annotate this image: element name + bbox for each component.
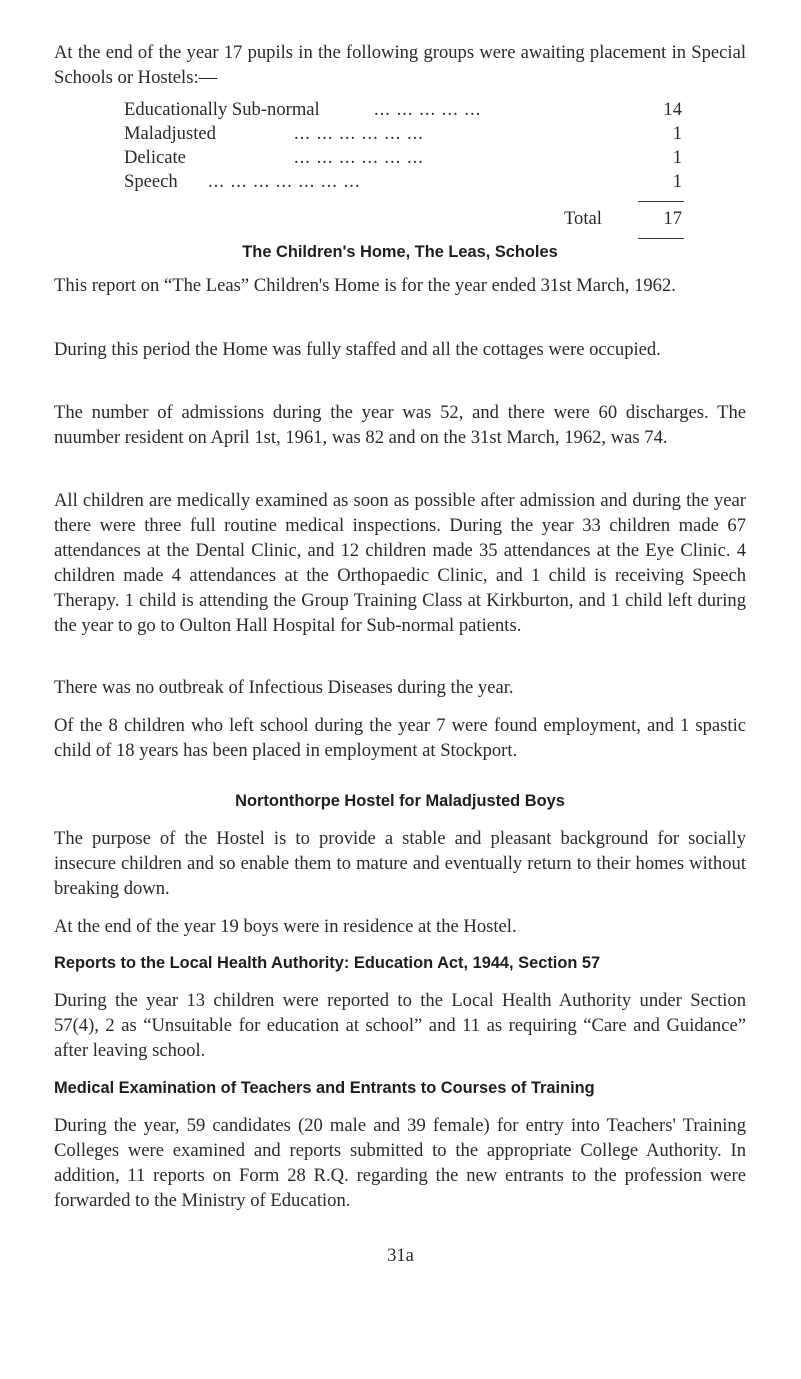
paragraph: At the end of the year 19 boys were in residence at the Hostel. [54, 916, 517, 937]
paragraph: The number of admissions during the year was 52, and there were 60 discharges. The nuumber resident on April 1st, 1961, was 82 and on the 31st March, 1962, was 74. [54, 402, 746, 448]
paragraph: During this period the Home was fully staffed and all the cottages were occupied. [54, 339, 661, 360]
row-leader-dots: ... ... ... ... ... ... [294, 147, 424, 168]
row-leader-dots: ... ... ... ... ... [374, 99, 482, 120]
row-label: Speech [124, 171, 178, 192]
total-value: 17 [663, 208, 682, 229]
section-heading-childrens-home: The Children's Home, The Leas, Scholes [242, 243, 558, 261]
row-leader-dots: ... ... ... ... ... ... [294, 123, 424, 144]
paragraph: Of the 8 children who left school during the year 7 were found employment, and 1 spastic child of 18 years has been placed in employment at Stockport. [54, 715, 746, 761]
paragraph: There was no outbreak of Infectious Diseases during the year. [54, 677, 514, 698]
section-heading-medical-examination: Medical Examination of Teachers and Entrants to Courses of Training [54, 1079, 595, 1097]
total-rule-top [638, 201, 684, 202]
paragraph: This report on “The Leas” Children's Home is for the year ended 31st March, 1962. [54, 275, 676, 296]
paragraph: During the year 13 children were reported to the Local Health Authority under Section 57(4), 2 as “Unsuitable for education at school” and 11 as requiring “Care and Guidance” after leaving school. [54, 990, 746, 1061]
row-label: Maladjusted [124, 123, 216, 144]
paragraph: During the year, 59 candidates (20 male and 39 female) for entry into Teachers' Training Colleges were examined and reports submitted to the appropriate College Authority. In addition, 11 reports on Form 28 R.Q. regarding the new entrants to the profession were forwarded to the Ministry of Education. [54, 1115, 746, 1211]
table-row [124, 146, 682, 170]
row-label: Delicate [124, 147, 186, 168]
paragraph: The purpose of the Hostel is to provide a stable and pleasant background for socially insecure children and so enable them to mature and eventually return to their homes without breaking down. [54, 828, 746, 899]
total-label: Total [564, 208, 602, 229]
row-label: Educationally Sub-normal [124, 99, 320, 120]
row-leader-dots: ... ... ... ... ... ... ... [208, 171, 361, 192]
section-heading-reports: Reports to the Local Health Authority: Education Act, 1944, Section 57 [54, 954, 601, 972]
page-number: 31a [387, 1245, 414, 1266]
row-value: 1 [672, 171, 682, 192]
paragraph: All children are medically examined as soon as possible after admission and during the year there were three full routine medical inspections. During the year 33 children made 67 attendances at the Dental Clinic, and 12 children made 35 attendances at the Eye Clinic. 4 children made 4 attendances at the Orthopaedic Clinic, and 1 child is receiving Speech Therapy. 1 child is attending the Group Training Class at Kirkburton, and 1 child left during the year to go to Oulton Hall Hospital for Sub-normal patients. [54, 490, 746, 636]
row-value: 1 [672, 147, 682, 168]
section-heading-nortonthorpe-hostel: Nortonthorpe Hostel for Maladjusted Boys [235, 792, 565, 810]
total-rule-bottom [638, 238, 684, 239]
table-row [124, 122, 682, 146]
row-value: 1 [672, 123, 682, 144]
row-value: 14 [663, 99, 682, 120]
table-row [124, 170, 682, 194]
table-row [124, 98, 682, 122]
intro-paragraph: At the end of the year 17 pupils in the following groups were awaiting placement in Special Schools or Hostels:— [54, 42, 746, 88]
